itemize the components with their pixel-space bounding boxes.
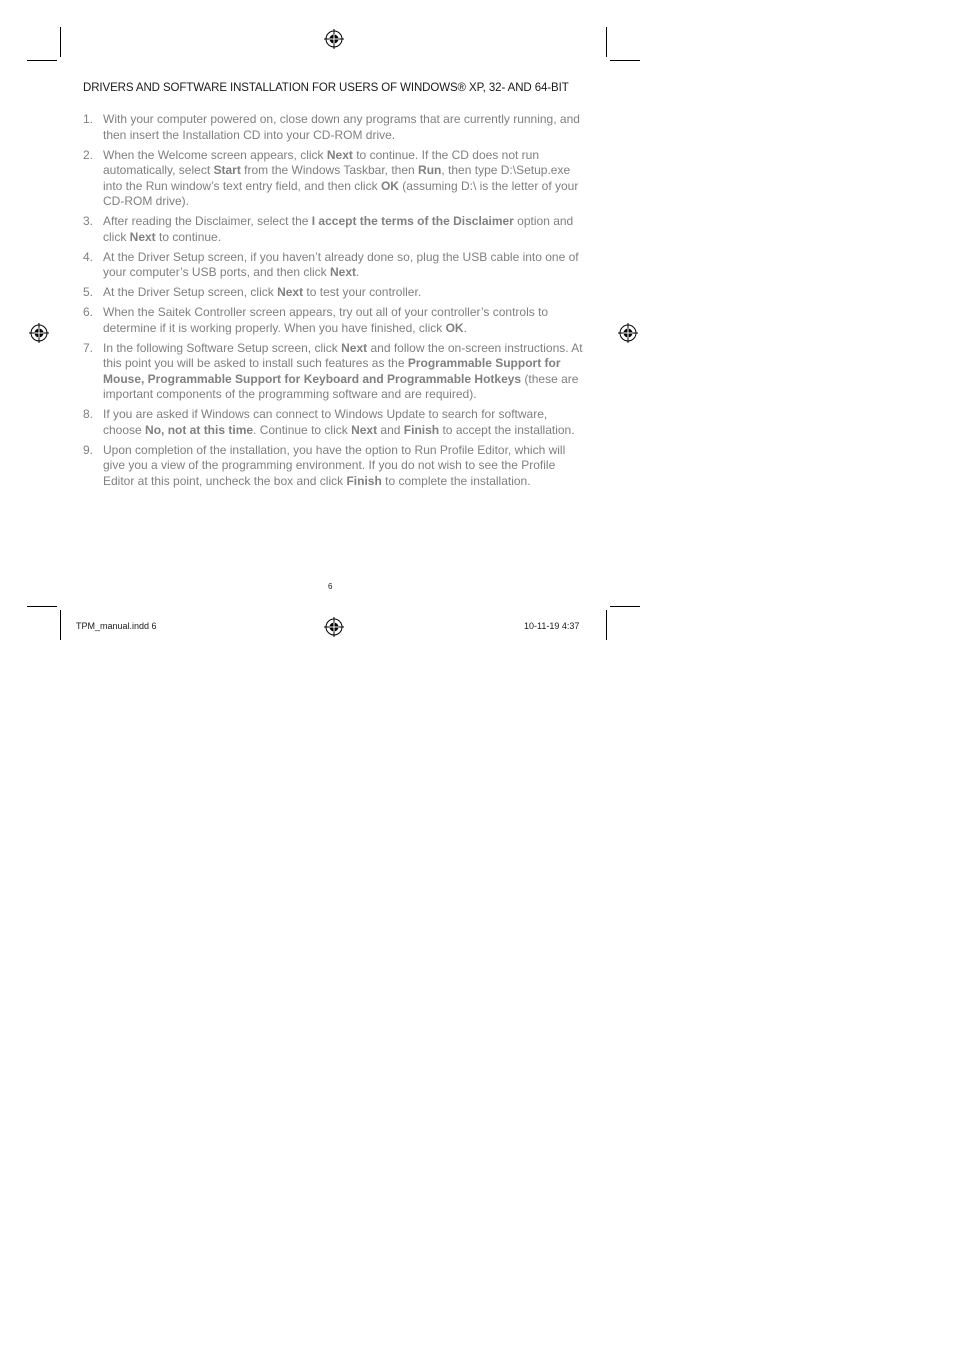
list-item [83,112,583,143]
registration-mark-top-icon [324,29,344,49]
emphasized-term: I accept the terms of the Disclaimer [311,214,514,228]
page-number: 6 [328,582,333,591]
list-item [83,250,583,281]
text-run: When the Welcome screen appears, click [103,147,327,162]
list-item-text [103,341,583,402]
list-item-number: 3. [83,214,94,228]
emphasized-term: No, not at this time [145,422,254,437]
emphasized-term: Next [351,422,378,437]
emphasized-term: Next [326,147,353,162]
section-heading: DRIVERS AND SOFTWARE INSTALLATION FOR USERS OF WINDOWS® XP, 32- AND 64-BIT [83,82,569,94]
text-run: Upon completion of the installation, you have the option to Run Profile Editor, which will give you a view of the programming environment. If you do not wish to see the Profile Editor at this point, uncheck the box and click [103,442,566,488]
crop-mark-bottom-right-horizontal [610,606,640,607]
crop-mark-top-right-horizontal [610,60,640,61]
list-item-number: 4. [83,249,94,264]
registration-mark-right-icon [618,323,638,343]
text-run: to test your controller. [303,285,422,299]
registration-mark-bottom-icon [324,617,344,637]
crop-mark-bottom-left-horizontal [27,606,57,607]
text-run: At the Driver Setup screen, if you haven’t already done so, plug the USB cable into one of your computer’s USB ports, and then click [103,249,579,279]
text-run: option and click [103,214,574,244]
text-run: When the Saitek Controller screen appears, try out all of your controller’s controls to determine if it is working properly. When you have finished, click [103,305,549,335]
list-item [83,285,583,301]
text-run: from the Windows Taskbar, then [240,163,419,177]
crop-mark-bottom-right-vertical [606,610,607,640]
emphasized-term: Finish [346,473,382,488]
list-item-text [103,407,575,437]
list-item-number: 9. [83,442,94,457]
emphasized-term: OK [445,320,464,335]
list-item-number: 5. [83,285,94,299]
list-item-number: 6. [83,305,94,319]
list-item [83,305,583,336]
list-item-text [103,285,421,299]
list-item-number: 7. [83,340,94,355]
list-item [83,407,583,438]
list-item-text [103,305,548,335]
text-run: , then type D:\Setup.exe into the Run window’s text entry field, and then click [103,163,571,193]
text-run: (assuming D:\ is the letter of your CD-ROM drive). [103,178,579,208]
crop-mark-bottom-left-vertical [60,610,61,640]
emphasized-term: Finish [403,422,440,437]
text-run: At the Driver Setup screen, click [103,285,278,299]
emphasized-term: OK [380,178,399,193]
emphasized-term: Run [418,163,442,177]
crop-mark-top-right-vertical [606,27,607,57]
emphasized-term: Next [341,340,368,355]
list-item-text [103,250,579,280]
text-run: to accept the installation. [439,422,575,437]
list-item-text [103,214,573,244]
text-run: (these are important components of the programming software and are required). [103,371,579,401]
text-run: and [377,422,404,437]
text-run: After reading the Disclaimer, select the [103,214,312,228]
emphasized-term: Start [213,163,241,177]
emphasized-term: Next [277,285,304,299]
list-item-number: 8. [83,407,94,421]
text-run: to continue. If the CD does not run automatically, select [103,147,540,177]
text-run: and follow the on-screen instructions. At this point you will be asked to install such features as the [103,340,583,370]
emphasized-term: Next [129,229,156,244]
list-item-number: 2. [83,147,94,162]
crop-mark-top-left-vertical [60,27,61,57]
installation-steps-list [83,112,583,494]
emphasized-term: Programmable Support for Mouse, Programmable Support for Keyboard and Programmable Hotkeys [103,356,561,386]
emphasized-term: Next [330,265,357,279]
text-run: In the following Software Setup screen, click [103,340,342,355]
text-run: to complete the installation. [381,473,531,488]
list-item [83,443,583,490]
list-item [83,148,583,210]
slug-filename: TPM_manual.indd 6 [76,621,157,631]
list-item-text [103,443,565,488]
text-run: If you are asked if Windows can connect to Windows Update to search for software, choose [103,407,548,437]
text-run: . [463,320,467,335]
list-item [83,214,583,245]
list-item-text [103,148,578,209]
text-run: . [356,265,360,279]
list-item-number: 1. [83,112,94,126]
registration-mark-left-icon [29,323,49,343]
list-item [83,341,583,403]
list-item-text [103,112,580,142]
text-run: With your computer powered on, close down any programs that are currently running, and then insert the Installation CD into your CD-ROM drive. [103,112,580,142]
text-run: to continue. [155,229,222,244]
crop-mark-top-left-horizontal [27,60,57,61]
slug-timestamp: 10-11-19 4:37 [524,621,580,631]
text-run: . Continue to click [253,422,352,437]
